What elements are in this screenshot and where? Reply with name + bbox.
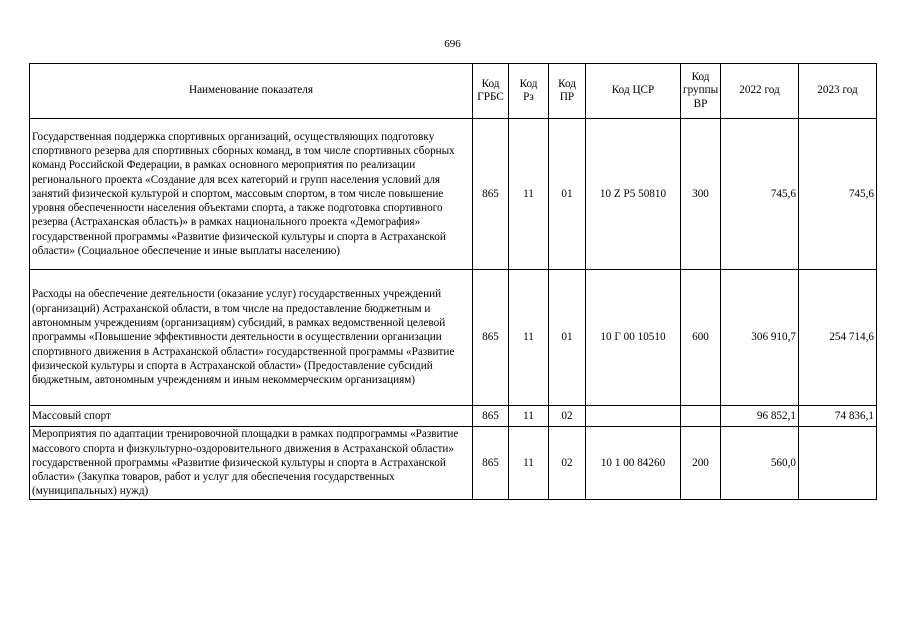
row-amount-2022: 306 910,7 [721,270,799,406]
header-year-2022: 2022 год [721,64,799,119]
row-indicator-name: Массовый спорт [30,406,473,427]
header-rz-code: Код Рз [509,64,549,119]
row-rz-code: 11 [509,270,549,406]
row-grbs-code: 865 [473,119,509,270]
row-vr-code: 300 [681,119,721,270]
table-row [30,119,877,270]
header-grbs-code: Код ГРБС [473,64,509,119]
budget-table [29,63,877,500]
row-indicator-name: Расходы на обеспечение деятельности (оказание услуг) государственных учреждений (организаций) Астраханской области, в том числе на предоставление бюджетным и автономным учреждениям (организациям) субсидий, в рамках ведомственной целевой программы «Повышение эффективности деятельности в осуществлении организации спортивного движения в Астраханской области» государственной программы «Развитие физической культуры и спорта в Астраханской области» (Предоставление субсидий бюджетным, автономным учреждениям и иным некоммерческим организациям) [30,270,473,406]
table-row [30,406,877,427]
row-amount-2022: 96 852,1 [721,406,799,427]
row-pr-code: 01 [549,270,586,406]
row-vr-code [681,406,721,427]
header-pr-code: Код ПР [549,64,586,119]
table-row [30,270,877,406]
row-indicator-name: Мероприятия по адаптации тренировочной площадки в рамках подпрограммы «Развитие массового спорта и физкультурно-оздоровительного движения в Астраханской области» государственной программы «Развитие физической культуры и спорта в Астраханской области» (Закупка товаров, работ и услуг для обеспечения государственных (муниципальных) нужд) [30,427,473,500]
row-amount-2023 [799,427,877,500]
row-vr-code: 600 [681,270,721,406]
header-indicator-name: Наименование показателя [30,64,473,119]
header-year-2023: 2023 год [799,64,877,119]
row-grbs-code: 865 [473,270,509,406]
table-row [30,427,877,500]
table-header-row [30,64,877,119]
row-rz-code: 11 [509,427,549,500]
row-pr-code: 02 [549,406,586,427]
row-indicator-name: Государственная поддержка спортивных организаций, осуществляющих подготовку спортивного резерва для спортивных сборных команд, в том числе спортивных сборных команд Российской Федерации, в рамках основного мероприятия по реализации регионального проекта «Создание для всех категорий и групп населения условий для занятий физической культурой и спортом, массовым спортом, в том числе повышение уровня обеспеченности населения объектами спорта, а также подготовка спортивного резерва (Астраханская область)» в рамках национального проекта «Демография» государственной программы «Развитие физической культуры и спорта в Астраханской области» (Социальное обеспечение и иные выплаты населению) [30,119,473,270]
row-amount-2023: 254 714,6 [799,270,877,406]
row-amount-2022: 745,6 [721,119,799,270]
row-pr-code: 01 [549,119,586,270]
row-grbs-code: 865 [473,427,509,500]
row-amount-2022: 560,0 [721,427,799,500]
row-vr-code: 200 [681,427,721,500]
header-vr-code: Код группы ВР [681,64,721,119]
row-csr-code [586,406,681,427]
row-csr-code: 10 Z P5 50810 [586,119,681,270]
row-csr-code: 10 Г 00 10510 [586,270,681,406]
row-pr-code: 02 [549,427,586,500]
row-amount-2023: 745,6 [799,119,877,270]
row-rz-code: 11 [509,406,549,427]
page-number: 696 [444,38,461,50]
row-amount-2023: 74 836,1 [799,406,877,427]
row-csr-code: 10 1 00 84260 [586,427,681,500]
row-rz-code: 11 [509,119,549,270]
header-csr-code: Код ЦСР [586,64,681,119]
row-grbs-code: 865 [473,406,509,427]
